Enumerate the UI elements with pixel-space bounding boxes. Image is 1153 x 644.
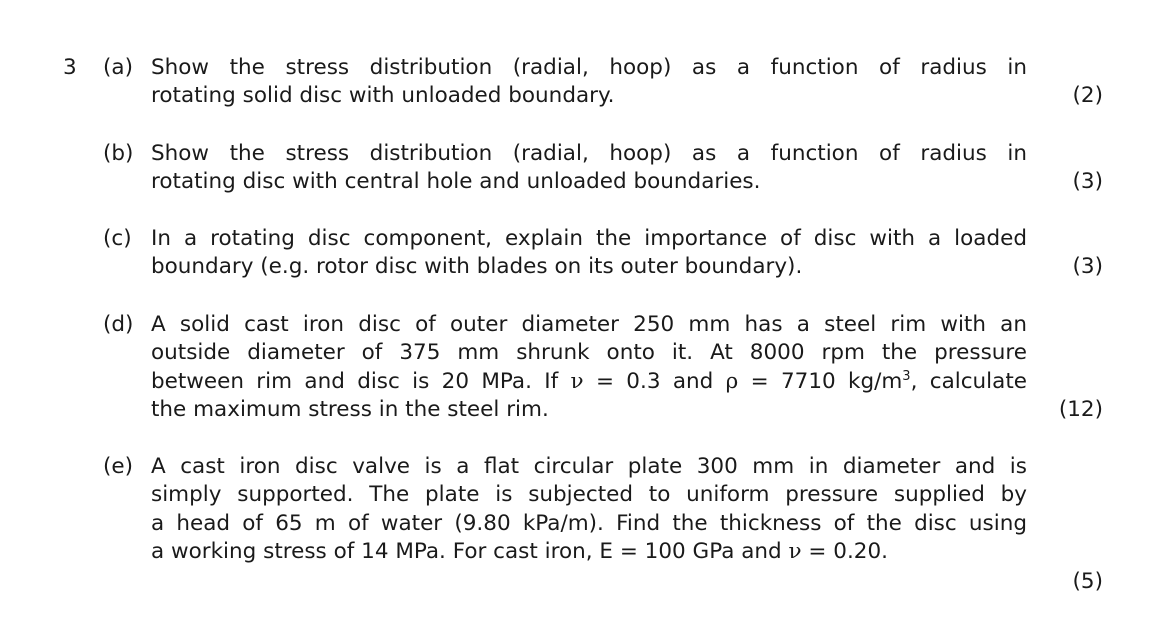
marks-label: (3) [1072, 254, 1103, 279]
marks-label: (12) [1058, 397, 1103, 422]
text-segment: a working stress of 14 MPa. For cast iron, E = 100 GPa and [151, 539, 789, 564]
part-label: (d) [103, 312, 134, 337]
question-text-line: outside diameter of 375 mm shrunk onto it. At 8000 rpm the pressure [151, 340, 1027, 365]
question-text-line: the maximum stress in the steel rim. [151, 397, 549, 422]
density-symbol: ρ [725, 369, 739, 394]
part-label: (e) [103, 454, 134, 479]
question-text-line: A cast iron disc valve is a flat circular plate 300 mm in diameter and is [151, 454, 1027, 479]
question-text-line: Show the stress distribution (radial, hoop) as a function of radius in [151, 55, 1027, 80]
question-text-line: rotating solid disc with unloaded boundary. [151, 83, 615, 108]
part-label: (a) [103, 55, 133, 80]
marks-label: (5) [1072, 569, 1103, 594]
question-text-line: Show the stress distribution (radial, hoop) as a function of radius in [151, 141, 1027, 166]
marks-label: (2) [1072, 83, 1103, 108]
marks-label: (3) [1072, 169, 1103, 194]
question-text-line: A solid cast iron disc of outer diameter 250 mm has a steel rim with an [151, 312, 1027, 337]
text-segment: , calculate [910, 369, 1027, 394]
question-number: 3 [63, 55, 77, 80]
question-text-line [151, 368, 1027, 397]
question-text-line: boundary (e.g. rotor disc with blades on its outer boundary). [151, 254, 803, 279]
text-segment: = 7710 kg/m [738, 369, 903, 394]
question-text-line: simply supported. The plate is subjected to uniform pressure supplied by [151, 482, 1027, 507]
question-text-line: In a rotating disc component, explain the importance of disc with a loaded [151, 226, 1027, 251]
text-segment: = 0.3 and [583, 369, 726, 394]
poisson-ratio-symbol: ν [570, 369, 584, 394]
text-segment: between rim and disc is 20 MPa. If [151, 369, 571, 394]
superscript: 3 [902, 369, 911, 384]
text-segment: = 0.20. [801, 539, 888, 564]
part-label: (b) [103, 141, 134, 166]
poisson-ratio-symbol: ν [788, 539, 802, 564]
question-text-line [151, 538, 1027, 567]
part-label: (c) [103, 226, 132, 251]
question-text-line: a head of 65 m of water (9.80 kPa/m). Find the thickness of the disc using [151, 511, 1027, 536]
question-text-line: rotating disc with central hole and unloaded boundaries. [151, 169, 761, 194]
